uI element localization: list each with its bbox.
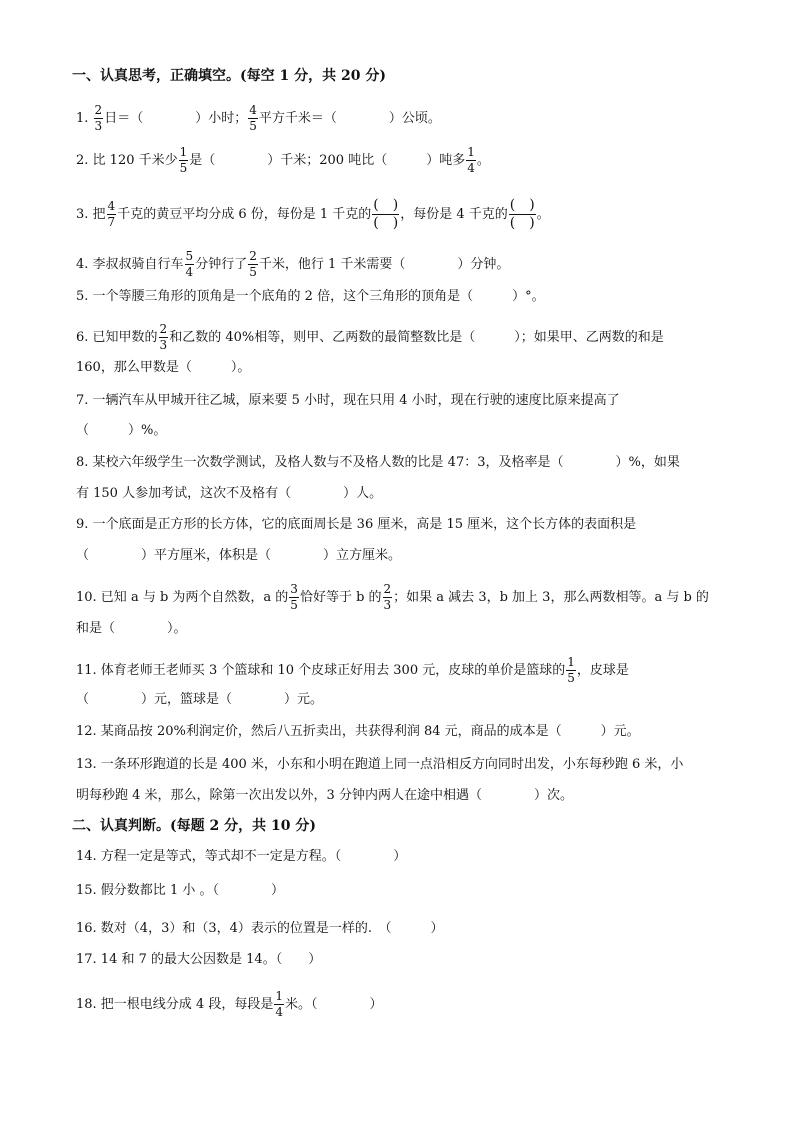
question-18 xyxy=(76,990,383,1019)
question-7: 7. 一辆汽车从甲城开往乙城，原来要 5 小时，现在只用 4 小时，现在行驶的速度比原来提高了 xyxy=(76,393,620,408)
fraction-denominator: 5 xyxy=(249,265,257,279)
q11-text-a: 11. 体育老师王老师买 3 个篮球和 10 个皮球正好用去 300 元，皮球的单价是篮球的 xyxy=(76,663,566,678)
fraction-denominator: 4 xyxy=(467,161,475,175)
fraction-denominator: 5 xyxy=(290,598,298,612)
q2-text-b: 是（ ）千米；200 吨比（ ）吨多 xyxy=(189,153,466,168)
blank-numerator[interactable]: ( ) xyxy=(373,197,399,213)
q2-text-c: 。 xyxy=(476,153,490,168)
fraction-4-7 xyxy=(107,200,117,229)
q1-text-c: 平方千米＝（ ）公顷。 xyxy=(258,111,441,126)
fraction-4-5 xyxy=(248,104,258,133)
fraction-1-4 xyxy=(274,990,284,1019)
fraction-numerator: 1 xyxy=(467,145,475,159)
blank-fraction-2[interactable] xyxy=(509,198,536,231)
q18-text-b: 米。（ ） xyxy=(284,997,383,1012)
question-8-line-2: 有 150 人参加考试，这次不及格有（ ）人。 xyxy=(76,486,383,501)
fraction-denominator: 3 xyxy=(159,338,168,352)
question-6-line-2: 160，那么甲数是（ ）。 xyxy=(76,360,251,375)
question-6 xyxy=(76,323,664,352)
fraction-denominator: 7 xyxy=(107,215,116,229)
question-5: 5. 一个等腰三角形的顶角是一个底角的 2 倍，这个三角形的顶角是（ ）°。 xyxy=(76,289,545,304)
q1-text-b: 日＝（ ）小时； xyxy=(104,111,248,126)
question-13: 13. 一条环形跑道的长是 400 米，小东和小明在跑道上同一点沿相反方向同时出发，小东每秒跑 6 米，小 xyxy=(76,757,684,772)
fraction-denominator: 5 xyxy=(179,161,188,175)
question-14: 14. 方程一定是等式，等式却不一定是方程。（ ） xyxy=(76,849,407,864)
question-7-line-2: （ ）%。 xyxy=(76,423,167,438)
blank-denominator[interactable]: ( ) xyxy=(373,215,399,231)
q10-text-b: 恰好等于 b 的 xyxy=(299,590,382,605)
q3-text-b: 千克的黄豆平均分成 6 份，每份是 1 千克的 xyxy=(117,207,372,222)
fraction-denominator: 3 xyxy=(383,598,392,612)
question-10 xyxy=(76,583,709,612)
section-2-heading: 二、认真判断。(每题 2 分，共 10 分) xyxy=(72,818,316,834)
fraction-numerator: 2 xyxy=(249,249,257,263)
question-11 xyxy=(76,656,629,685)
fraction-numerator: 1 xyxy=(179,145,188,159)
question-10-line-2: 和是（ ）。 xyxy=(76,621,187,636)
question-3 xyxy=(76,198,550,231)
q4-text-a: 4. 李叔叔骑自行车 xyxy=(76,257,184,272)
fraction-3-5 xyxy=(289,583,299,612)
q18-text-a: 18. 把一根电线分成 4 段，每段是 xyxy=(76,997,274,1012)
question-17: 17. 14 和 7 的最大公因数是 14。（ ） xyxy=(76,952,322,967)
fraction-denominator: 4 xyxy=(275,1005,283,1019)
fraction-denominator: 3 xyxy=(94,119,103,133)
question-8: 8. 某校六年级学生一次数学测试，及格人数与不及格人数的比是 47：3，及格率是（ ）%，如果 xyxy=(76,455,680,470)
q2-text-a: 2. 比 120 千米少 xyxy=(76,153,178,168)
fraction-2-3 xyxy=(159,323,169,352)
question-4 xyxy=(76,250,509,279)
question-15: 15. 假分数都比 1 小 。（ ） xyxy=(76,883,284,898)
question-1 xyxy=(76,104,441,133)
q4-text-c: 千米，他行 1 千米需要（ ）分钟。 xyxy=(258,257,510,272)
fraction-denominator: 5 xyxy=(249,119,257,133)
q10-text-c: ；如果 a 减去 3，b 加上 3，那么两数相等。a 与 b 的 xyxy=(393,590,709,605)
fraction-numerator: 4 xyxy=(107,199,116,213)
fraction-numerator: 3 xyxy=(290,582,298,596)
fraction-2-3 xyxy=(94,104,104,133)
fraction-numerator: 2 xyxy=(94,103,103,117)
question-16: 16. 数对（4，3）和（3，4）表示的位置是一样的. （ ） xyxy=(76,921,444,936)
question-12: 12. 某商品按 20%利润定价，然后八五折卖出，共获得利润 84 元，商品的成本是（ ）元。 xyxy=(76,724,640,739)
fraction-numerator: 2 xyxy=(383,582,392,596)
fraction-numerator: 5 xyxy=(185,249,194,263)
fraction-1-4 xyxy=(466,146,476,175)
fraction-denominator: 4 xyxy=(185,265,194,279)
question-2 xyxy=(76,146,490,175)
section-1-heading: 一、认真思考，正确填空。(每空 1 分，共 20 分) xyxy=(72,68,386,84)
fraction-5-4 xyxy=(185,250,195,279)
q4-text-b: 分钟行了 xyxy=(195,257,248,272)
blank-denominator[interactable]: ( ) xyxy=(509,215,535,231)
fraction-numerator: 1 xyxy=(567,655,575,669)
question-9: 9. 一个底面是正方形的长方体，它的底面周长是 36 厘米，高是 15 厘米，这个长方体的表面积是 xyxy=(76,517,637,532)
fraction-denominator: 5 xyxy=(567,671,575,685)
question-13-line-2: 明每秒跑 4 米，那么，除第一次出发以外，3 分钟内两人在途中相遇（ ）次。 xyxy=(76,788,573,803)
fraction-2-5 xyxy=(248,250,258,279)
fraction-numerator: 1 xyxy=(275,989,283,1003)
question-9-line-2: （ ）平方厘米，体积是（ ）立方厘米。 xyxy=(76,548,402,563)
question-11-line-2: （ ）元，篮球是（ ）元。 xyxy=(76,692,324,707)
q6-text-a: 6. 已知甲数的 xyxy=(76,330,158,345)
q3-text-c: ，每份是 4 千克的 xyxy=(400,207,508,222)
q11-text-b: ，皮球是 xyxy=(576,663,629,678)
fraction-numerator: 2 xyxy=(159,322,168,336)
q3-text-a: 3. 把 xyxy=(76,207,106,222)
q10-text-a: 10. 已知 a 与 b 为两个自然数，a 的 xyxy=(76,590,289,605)
fraction-numerator: 4 xyxy=(249,103,257,117)
blank-numerator[interactable]: ( ) xyxy=(509,197,535,213)
q3-text-d: 。 xyxy=(536,207,550,222)
fraction-1-5 xyxy=(566,656,576,685)
q1-text-a: 1. xyxy=(76,111,93,126)
fraction-1-5 xyxy=(179,146,189,175)
fraction-2-3 xyxy=(383,583,393,612)
q6-text-b: 和乙数的 40%相等，则甲、乙两数的最简整数比是（ ）；如果甲、乙两数的和是 xyxy=(169,330,664,345)
blank-fraction-1[interactable] xyxy=(372,198,399,231)
